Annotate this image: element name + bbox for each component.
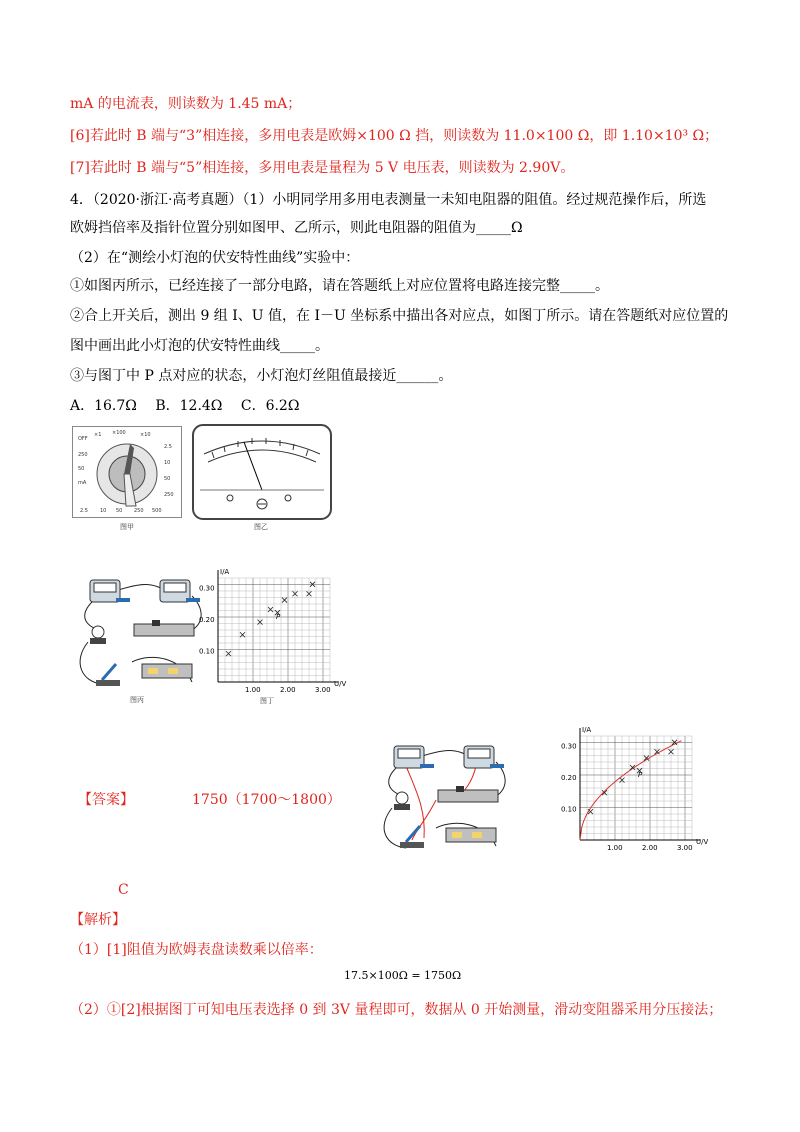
figure-ding-chart — [198, 564, 348, 700]
svg-text:50: 50 — [78, 466, 85, 472]
svg-text:OFF: OFF — [78, 436, 88, 442]
analysis-line-1: （1）[1]阻值为欧姆表盘读数乘以倍率： — [70, 942, 323, 958]
ding-x-label: U/V — [334, 680, 347, 688]
figure-yi-meter-face — [192, 424, 332, 524]
svg-text:10: 10 — [164, 460, 171, 466]
ding-x-tick: 1.00 — [245, 686, 261, 694]
analysis-line-2: （2）①[2]根据图丁可知电压表选择 0 到 3V 量程即可，数据从 0 开始测量，滑动变阻器采用分压接法； — [70, 1002, 723, 1018]
svg-text:×100: ×100 — [112, 430, 126, 436]
figure-jia-selector-dial — [72, 426, 182, 522]
ding-y-label: I/A — [220, 568, 230, 576]
text-line-2: [6]若此时 B 端与“3”相连接，多用电表是欧姆×100 Ω 挡，则读数为 11.0×100 Ω，即 1.10×10³ Ω； — [70, 128, 719, 144]
answer-x-tick: 1.00 — [607, 844, 623, 852]
answer-chart — [560, 722, 710, 858]
answer-y-tick: 0.20 — [561, 773, 577, 782]
answer-value: 1750（1700～1800） — [192, 792, 341, 808]
figure-bing-caption: 图丙 — [130, 696, 144, 704]
answer-y-label: I/A — [582, 726, 592, 734]
text-line-3: [7]若此时 B 端与“5”相连接，多用电表是量程为 5 V 电压表，则读数为 2.90V。 — [70, 160, 575, 176]
svg-text:50: 50 — [116, 508, 123, 514]
svg-text:10: 10 — [100, 508, 107, 514]
svg-text:250: 250 — [134, 508, 144, 514]
svg-text:500: 500 — [152, 508, 162, 514]
question-4-item-2-cont: 图中画出此小灯泡的伏安特性曲线_____。 — [70, 338, 329, 354]
figure-yi-caption: 图乙 — [254, 523, 268, 531]
answer-choice: C — [118, 882, 129, 898]
ding-data-point — [282, 598, 287, 603]
ding-y-tick: 0.30 — [199, 584, 215, 593]
svg-text:250: 250 — [164, 492, 174, 498]
question-4-item-2: ②合上开关后，测出 9 组 I、U 值，在 I－U 坐标系中描出各对应点，如图丁所示。请在答题纸对应位置的 — [70, 308, 729, 324]
answer-x-tick: 3.00 — [677, 844, 693, 852]
question-4-item-3: ③与图丁中 P 点对应的状态，小灯泡灯丝阻值最接近______。 — [70, 368, 453, 384]
ding-y-tick: 0.20 — [199, 615, 215, 624]
figure-bing-circuit — [72, 572, 212, 696]
question-4-item-1: ①如图丙所示，已经连接了一部分电路，请在答题纸上对应位置将电路连接完整_____。 — [70, 278, 609, 294]
analysis-label: 【解析】 — [70, 912, 126, 928]
svg-text:×10: ×10 — [140, 432, 151, 438]
answer-label: 【答案】 — [78, 792, 134, 808]
ding-data-point — [268, 607, 273, 612]
answer-y-tick: 0.10 — [561, 805, 577, 814]
ding-y-tick: 0.10 — [199, 647, 215, 656]
question-4-part-2: （2）在“测绘小灯泡的伏安特性曲线”实验中： — [70, 250, 360, 266]
svg-text:50: 50 — [164, 476, 171, 482]
text-line-1: mA 的电流表，则读数为 1.45 mA； — [70, 96, 302, 112]
answer-x-label: U/V — [696, 838, 709, 846]
ding-x-tick: 2.00 — [280, 686, 296, 694]
svg-text:2.5: 2.5 — [80, 508, 88, 514]
answer-x-tick: 2.00 — [642, 844, 658, 852]
svg-text:×1: ×1 — [94, 432, 102, 438]
answer-options: A．16.7Ω B．12.4Ω C．6.2Ω — [70, 398, 300, 414]
analysis-formula: 17.5×100Ω = 1750Ω — [344, 969, 462, 982]
answer-circuit — [376, 740, 516, 856]
ding-point-p-label: P — [276, 612, 281, 621]
figure-ding-caption: 图丁 — [260, 697, 274, 705]
ding-x-tick: 3.00 — [315, 686, 331, 694]
question-4-line-1: 4．（2020·浙江·高考真题）（1）小明同学用多用电表测量一未知电阻器的阻值。经过规范操作后，所选 — [70, 192, 707, 208]
svg-text:250: 250 — [78, 452, 88, 458]
svg-text:2.5: 2.5 — [164, 444, 172, 450]
figure-jia-caption: 图甲 — [120, 523, 134, 531]
question-4-line-2: 欧姆挡倍率及指针位置分别如图甲、乙所示，则此电阻器的阻值为_____Ω — [70, 220, 523, 236]
ding-data-point — [226, 651, 231, 656]
answer-point-p-label: P — [638, 770, 643, 779]
svg-text:mA: mA — [78, 480, 87, 486]
answer-y-tick: 0.30 — [561, 742, 577, 751]
